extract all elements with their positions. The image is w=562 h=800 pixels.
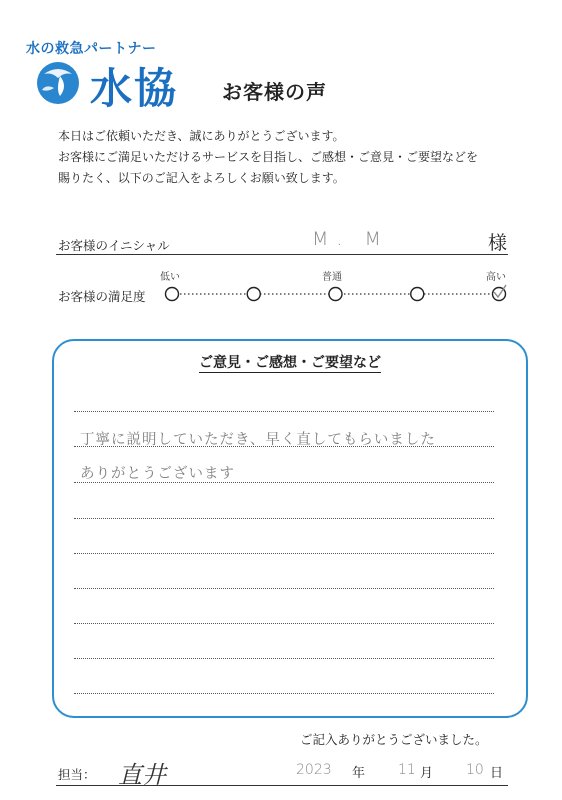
- honorific: 様: [488, 232, 508, 254]
- comment-rule: [74, 518, 494, 519]
- intro-text: [58, 126, 538, 189]
- scale-label-low: 低い: [160, 272, 180, 283]
- staff-label: 担当：: [58, 767, 96, 782]
- scale-option-3[interactable]: [329, 288, 342, 301]
- date-day: 10: [466, 762, 484, 778]
- comment-rule: [74, 693, 494, 694]
- date-month: 11: [398, 762, 416, 778]
- satisfaction-scale: [163, 280, 513, 310]
- staff-signature: 直井: [118, 761, 166, 789]
- date-year: 2023: [296, 762, 332, 778]
- thanks-text: ご記入ありがとうございました。: [300, 732, 488, 747]
- scale-option-4[interactable]: [411, 288, 424, 301]
- comment-line: 丁寧に説明していただき、早く直してもらいました: [80, 432, 436, 448]
- form-title: お客様の声: [222, 80, 327, 104]
- satisfaction-label: お客様の満足度: [58, 289, 146, 304]
- initials-label: お客様のイニシャル: [58, 238, 170, 253]
- comment-line: ありがとうございます: [80, 466, 235, 482]
- intro-line: 本日はご依頼いただき、誠にありがとうございます。: [58, 129, 345, 143]
- date-day-unit: 日: [490, 766, 504, 781]
- intro-line: 賜りたく、以下のご記入をよろしくお願い致します。: [58, 171, 345, 185]
- comments-title-text: ご意見・ご感想・ご要望など: [199, 355, 381, 371]
- comments-box: [52, 339, 528, 718]
- date-year-unit: 年: [352, 766, 366, 781]
- date-month-unit: 月: [420, 766, 434, 781]
- comment-rule: [74, 411, 494, 412]
- brand-tagline: 水の救急パートナー: [26, 41, 157, 57]
- comment-rule: [74, 553, 494, 554]
- initials-value: M. M: [312, 228, 389, 250]
- comment-rule: [74, 588, 494, 589]
- initials-underline: [56, 254, 508, 255]
- scale-option-1[interactable]: [166, 288, 179, 301]
- scale-label-high: 高い: [486, 272, 506, 283]
- water-drop-logo-icon: [34, 60, 84, 106]
- comment-rule: [74, 623, 494, 624]
- brand-logo-text: 水協: [90, 64, 179, 113]
- comment-rule: [74, 658, 494, 659]
- scale-label-mid: 普通: [322, 272, 342, 283]
- comments-title: [52, 352, 528, 372]
- intro-line: お客様にご満足いただけるサービスを目指し、ご感想・ご意見・ご要望などを: [58, 150, 479, 164]
- footer-underline: [56, 785, 508, 786]
- scale-option-2[interactable]: [247, 288, 260, 301]
